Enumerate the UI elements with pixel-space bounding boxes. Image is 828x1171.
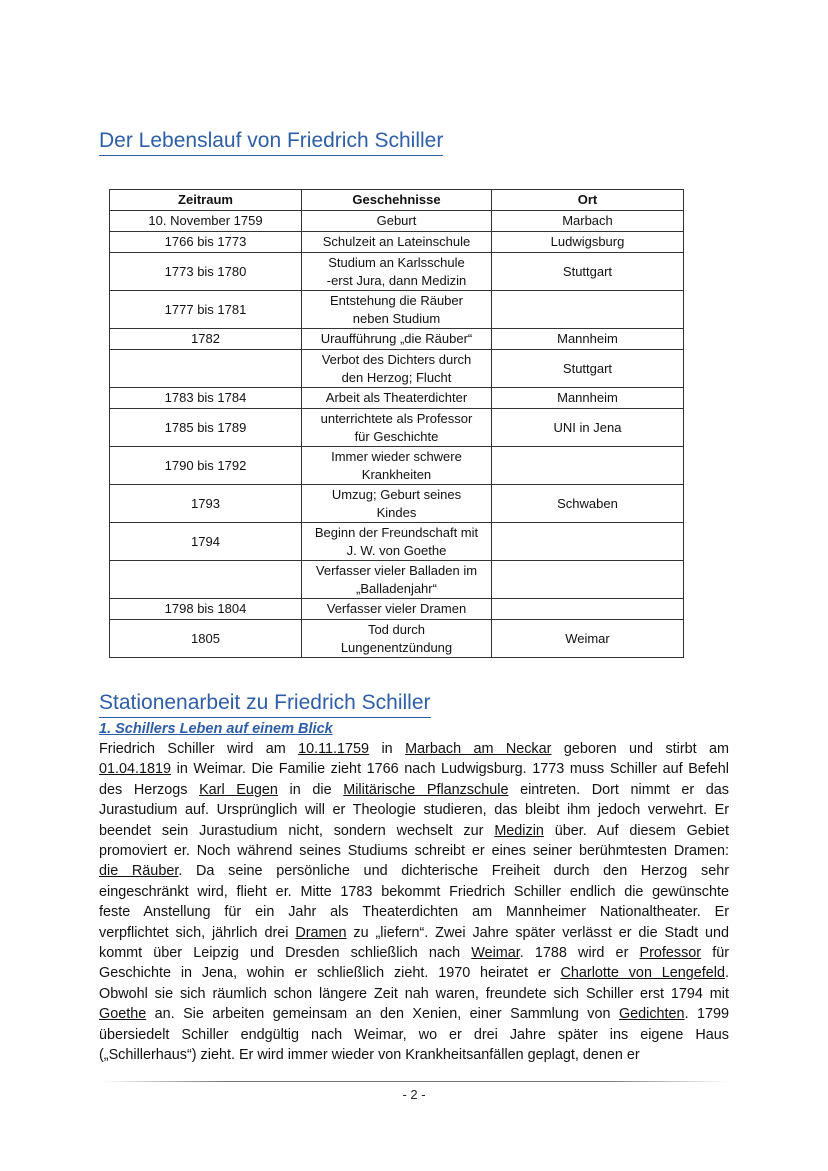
paragraph-line: [99, 882, 729, 902]
text-run: beendet sein Jurastudium nicht, sondern wechselt zur: [99, 822, 495, 839]
text-run: geboren und stirbt am: [551, 741, 730, 757]
cell-zeitraum: 1766 bis 1773: [110, 232, 302, 253]
table-row: [110, 388, 684, 409]
underlined-term: Goethe: [99, 1006, 147, 1023]
cell-zeitraum: 1782: [110, 329, 302, 350]
text-run: .: [725, 965, 729, 982]
cell-line: unterrichtete als Professor: [320, 411, 473, 426]
cell-line: „Balladenjahr“: [356, 580, 437, 596]
text-run: feste Anstellung für ein Jahr als Theaterdichten am Mannheimer Nationaltheater. Er: [99, 904, 729, 921]
cell-line: den Herzog; Flucht: [341, 369, 452, 385]
cell-ort: [491, 561, 683, 599]
text-run: übersiedelt Schiller endgültig nach Weimar, wo er drei Jahre später ins eigene Haus: [99, 1026, 729, 1043]
lebenslauf-table: [109, 189, 684, 658]
column-header-ort: Ort: [491, 190, 683, 211]
cell-line: Schulzeit an Lateinschule: [322, 234, 471, 250]
cell-line: J. W. von Goethe: [346, 542, 447, 558]
page-number: - 2 -: [402, 1087, 426, 1102]
table-row: [110, 599, 684, 620]
text-run: promoviert er. Noch während seines Studiums schreibt er eines seiner berühmtesten Dramen:: [99, 843, 729, 860]
table-row: [110, 232, 684, 253]
cell-line: neben Studium: [352, 310, 441, 326]
footer-divider: [99, 1081, 729, 1082]
cell-line: Tod durch: [367, 622, 426, 637]
underlined-term: die Räuber: [99, 863, 179, 880]
cell-line: Beginn der Freundschaft mit: [314, 525, 479, 540]
cell-geschehnisse: [302, 388, 492, 409]
paragraph-line: [99, 841, 729, 861]
text-run: kommt über Leipzig und Dresden schließlich nach: [99, 945, 472, 962]
paragraph-line: [99, 861, 729, 881]
text-run: verpflichtet sich, jährlich drei: [99, 924, 296, 941]
text-run: . 1799: [684, 1006, 730, 1023]
underlined-term: Gedichten: [618, 1006, 685, 1023]
cell-zeitraum: 1783 bis 1784: [110, 388, 302, 409]
paragraph-line: [99, 1004, 729, 1024]
paragraph-line: [99, 739, 729, 759]
cell-line: Arbeit als Theaterdichter: [325, 390, 468, 406]
paragraph-line: [99, 780, 729, 800]
column-header-zeitraum: Zeitraum: [110, 190, 302, 211]
cell-line: Uraufführung „die Räuber“: [320, 331, 473, 347]
paragraph-line: [99, 902, 729, 922]
cell-line: Verbot des Dichters durch: [321, 352, 472, 367]
cell-geschehnisse: [302, 485, 492, 523]
cell-line: Krankheiten: [361, 466, 432, 482]
table-row: [110, 561, 684, 599]
cell-line: für Geschichte: [354, 428, 439, 444]
text-run: in Weimar. Die Familie zieht 1766 nach Ludwigsburg. 1773 muss Schiller auf Befehl: [171, 761, 729, 778]
cell-geschehnisse: [302, 211, 492, 232]
cell-zeitraum: 1805: [110, 620, 302, 658]
cell-zeitraum: 1773 bis 1780: [110, 253, 302, 291]
text-run: des Herzogs: [99, 781, 200, 798]
table-row: [110, 211, 684, 232]
cell-line: -erst Jura, dann Medizin: [326, 272, 467, 288]
paragraph-line: [99, 821, 729, 841]
cell-ort: Mannheim: [491, 329, 683, 350]
table-row: [110, 485, 684, 523]
text-run: Geschichte in Jena, wohin er schließlich zieht. 1970 heiratet er: [99, 965, 561, 982]
underlined-term: 10.11.1759: [298, 741, 370, 757]
cell-ort: Marbach: [491, 211, 683, 232]
heading-stationenarbeit: Stationenarbeit zu Friedrich Schiller: [99, 690, 431, 718]
text-run: an. Sie arbeiten gemeinsam an den Xenien, einer Sammlung von: [146, 1006, 619, 1023]
cell-zeitraum: 1793: [110, 485, 302, 523]
table-row: [110, 523, 684, 561]
subheading-leben: 1. Schillers Leben auf einem Blick: [99, 721, 333, 737]
underlined-term: Marbach am Neckar: [405, 741, 552, 757]
paragraph-line: [99, 923, 729, 943]
text-run: („Schillerhaus“) zieht. Er wird immer wieder von Krankheitsanfällen geplagt, denen er: [99, 1047, 640, 1064]
text-run: . Da seine persönliche und dichterische Freiheit durch den Herzog sehr: [178, 863, 729, 880]
cell-ort: [491, 447, 683, 485]
table-row: [110, 409, 684, 447]
cell-ort: [491, 523, 683, 561]
cell-zeitraum: 1794: [110, 523, 302, 561]
cell-geschehnisse: [302, 350, 492, 388]
text-run: eintreten. Dort nimmt er das: [508, 781, 729, 798]
paragraph-line: [99, 1045, 729, 1065]
cell-ort: Stuttgart: [491, 350, 683, 388]
cell-line: Verfasser vieler Balladen im: [315, 563, 478, 578]
underlined-term: Karl Eugen: [199, 781, 278, 798]
cell-line: Kindes: [376, 504, 417, 520]
cell-line: Entstehung die Räuber: [329, 293, 463, 308]
cell-line: Umzug; Geburt seines: [331, 487, 462, 502]
cell-geschehnisse: [302, 599, 492, 620]
underlined-term: Weimar: [471, 945, 520, 962]
paragraph-line: [99, 1025, 729, 1045]
cell-ort: Schwaben: [491, 485, 683, 523]
text-run: zu „liefern“. Zwei Jahre später verlässt er die Stadt und: [346, 924, 729, 941]
cell-geschehnisse: [302, 523, 492, 561]
cell-line: Verfasser vieler Dramen: [326, 601, 467, 617]
cell-geschehnisse: [302, 561, 492, 599]
underlined-term: Militärische Pflanzschule: [343, 781, 509, 798]
text-run: Jurastudium auf. Ursprünglich will er Theologie studieren, das bleibt ihm jedoch verwehrt. Er: [99, 802, 729, 819]
table-body: [110, 211, 684, 658]
heading-lebenslauf: Der Lebenslauf von Friedrich Schiller: [99, 128, 443, 156]
cell-zeitraum: 1777 bis 1781: [110, 291, 302, 329]
cell-zeitraum: 1785 bis 1789: [110, 409, 302, 447]
text-run: . 1788 wird er: [519, 945, 640, 962]
cell-geschehnisse: [302, 447, 492, 485]
cell-ort: [491, 291, 683, 329]
underlined-term: 01.04.1819: [99, 761, 172, 778]
cell-zeitraum: [110, 561, 302, 599]
underlined-term: Medizin: [494, 822, 544, 839]
cell-ort: UNI in Jena: [491, 409, 683, 447]
cell-ort: Ludwigsburg: [491, 232, 683, 253]
cell-geschehnisse: [302, 329, 492, 350]
cell-geschehnisse: [302, 232, 492, 253]
table-header-row: [110, 190, 684, 211]
cell-zeitraum: [110, 350, 302, 388]
cell-geschehnisse: [302, 409, 492, 447]
text-run: für: [701, 945, 729, 962]
text-run: eingeschränkt wird, flieht er. Mitte 1783 bekommt Friedrich Schiller endlich die gewünschte: [99, 883, 729, 900]
text-run: Obwohl sie sich räumlich schon längere Zeit nah waren, freundete sich Schiller erst 1794 mit: [99, 985, 729, 1002]
cell-zeitraum: 1790 bis 1792: [110, 447, 302, 485]
table-row: [110, 291, 684, 329]
cell-line: Studium an Karlsschule: [328, 255, 465, 270]
cell-geschehnisse: [302, 253, 492, 291]
text-run: über. Auf diesem Gebiet: [543, 822, 730, 839]
table-row: [110, 350, 684, 388]
text-run: in: [369, 741, 406, 757]
cell-ort: [491, 599, 683, 620]
cell-zeitraum: 1798 bis 1804: [110, 599, 302, 620]
cell-geschehnisse: [302, 291, 492, 329]
column-header-geschehnisse: Geschehnisse: [302, 190, 492, 211]
table-row: [110, 447, 684, 485]
text-run: in die: [277, 781, 344, 798]
cell-ort: Weimar: [491, 620, 683, 658]
paragraph-line: [99, 943, 729, 963]
table-row: [110, 620, 684, 658]
cell-line: Geburt: [376, 213, 417, 229]
text-run: Friedrich Schiller wird am: [99, 741, 299, 757]
cell-zeitraum: 10. November 1759: [110, 211, 302, 232]
cell-line: Lungenentzündung: [340, 639, 453, 655]
cell-geschehnisse: [302, 620, 492, 658]
cell-ort: Stuttgart: [491, 253, 683, 291]
paragraph-line: [99, 759, 729, 779]
cell-line: Immer wieder schwere: [331, 449, 462, 464]
underlined-term: Charlotte von Lengefeld: [560, 965, 725, 982]
underlined-term: Dramen: [295, 924, 347, 941]
table-row: [110, 329, 684, 350]
paragraph-line: [99, 963, 729, 983]
cell-ort: Mannheim: [491, 388, 683, 409]
paragraph-line: [99, 800, 729, 820]
table-row: [110, 253, 684, 291]
biography-paragraph: [99, 739, 729, 1066]
underlined-term: Professor: [639, 945, 702, 962]
paragraph-line: [99, 984, 729, 1004]
